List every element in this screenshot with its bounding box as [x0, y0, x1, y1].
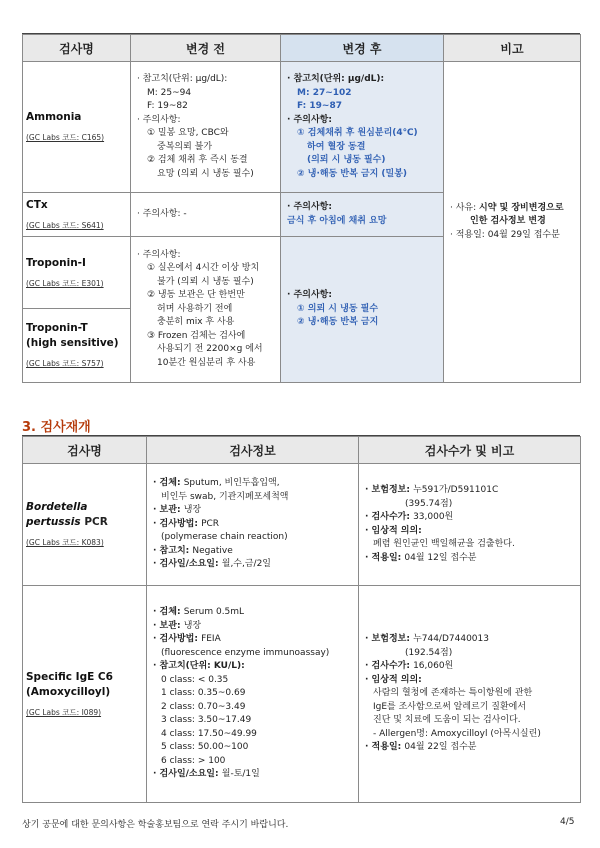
before-line: 10분간 원심분리 후 사용 [157, 357, 256, 368]
after-line: ① 검체채취 후 원심분리(4℃) [297, 128, 418, 138]
after-line: · 참고치(단위: μg/dL): [287, 74, 385, 84]
info-line: 2 class: 0.70~3.49 [161, 701, 246, 712]
after-line: (의뢰 시 냉동 필수) [307, 155, 386, 165]
after-line: 금식 후 아침에 채취 요망 [287, 215, 387, 226]
change-table [22, 34, 581, 383]
header-test-name: 검사명 [23, 437, 147, 464]
info-line: 진단 및 치료에 도움이 되는 검사이다. [373, 715, 521, 726]
test-name: Ammonia [26, 111, 82, 123]
before-cell [131, 193, 281, 237]
info-line: · 보험정보: 누744/D7440013 [365, 634, 489, 645]
test-name-cell [23, 193, 131, 237]
info-line: · 검사일/소요일: 월,수,금/2일 [153, 559, 272, 570]
table-row [23, 586, 581, 803]
header-after: 변경 후 [281, 35, 444, 62]
test-code: (GC Labs 코드: S641) [26, 220, 104, 230]
info-line: · 검사방법: FEIA [153, 634, 221, 645]
before-line: 충분히 mix 후 사용 [157, 317, 235, 328]
test-name-cell [23, 237, 131, 309]
info-line: 6 class: > 100 [161, 755, 226, 766]
reason-line-2: 인한 검사정보 변경 [470, 216, 546, 227]
fee-cell [359, 586, 581, 803]
test-name-cell [23, 586, 147, 803]
test-code: (GC Labs 코드: I089) [26, 707, 102, 717]
before-line: · 주의사항: [137, 114, 181, 125]
test-name-sub: (Amoxycilloyl) [26, 685, 111, 698]
info-line: · 보험정보: 누591가/D591101C [365, 485, 499, 495]
after-line: F: 19~87 [297, 101, 342, 111]
test-name: Troponin-T [26, 322, 88, 334]
info-line: · 검사수가: 33,000원 [365, 512, 454, 522]
test-code: (GC Labs 코드: K083) [26, 538, 104, 547]
header-note: 비고 [444, 35, 581, 62]
info-line: · 참고치: Negative [153, 545, 233, 556]
info-line: (192.54점) [405, 647, 453, 658]
test-name-cell [23, 62, 131, 193]
test-name: Bordetella [26, 501, 88, 513]
info-line: 0 class: < 0.35 [161, 674, 229, 685]
after-line: · 주의사항: [287, 114, 332, 125]
resume-table [22, 436, 581, 803]
info-line: · 검사방법: PCR [153, 518, 220, 529]
before-cell [131, 62, 281, 193]
info-line: · 검체: Sputum, 비인두흡입액, [153, 478, 280, 489]
info-line: · 검체: Serum 0.5mL [153, 607, 245, 618]
before-line: 사용되기 전 2200×g 에서 [157, 344, 263, 355]
section-title: 3. 검사재개 [22, 420, 91, 435]
info-line: 3 class: 3.50~17.49 [161, 715, 252, 726]
info-line: 사람의 혈청에 존재하는 특이항원에 관한 [373, 688, 533, 699]
info-line: · 검사일/소요일: 월-토/1일 [153, 769, 260, 780]
note-cell [444, 62, 581, 383]
before-line: · 주의사항: [137, 249, 181, 260]
before-line: 허며 사용하기 전에 [157, 303, 233, 314]
test-name: Troponin-I [26, 256, 86, 269]
before-line: ② 냉동 보관은 단 한번만 [147, 290, 245, 301]
test-name-cell [23, 464, 147, 586]
info-line: 비인두 swab, 기관지폐포세척액 [161, 491, 289, 502]
after-cell [281, 62, 444, 193]
info-line: · 보관: 냉장 [153, 505, 202, 516]
after-line: ② 냉·해동 반복 금지 [297, 317, 379, 328]
info-line: (polymerase chain reaction) [161, 532, 288, 543]
info-line: - Allergen명: Amoxycilloyl (아목시실린) [373, 728, 541, 739]
before-line: ① 밀봉 요망, CBC와 [147, 128, 229, 138]
before-line: ③ Frozen 검체는 검사에 [147, 330, 246, 341]
header-before: 변경 전 [131, 35, 281, 62]
header-test-name: 검사명 [23, 35, 131, 62]
after-cell [281, 237, 444, 383]
info-line: · 임상적 의의: [365, 674, 422, 685]
info-line: · 임상적 의의: [365, 525, 422, 536]
footer-rule [22, 802, 580, 803]
before-cell [131, 237, 281, 383]
test-code: (GC Labs 코드: E301) [26, 278, 104, 288]
info-line: 1 class: 0.35~0.69 [161, 688, 246, 699]
after-line: · 주의사항: [287, 290, 332, 301]
reason-line: · 사유: 시약 및 장비변경으로 [450, 202, 564, 213]
info-line: · 적용일: 04월 12일 접수분 [365, 552, 477, 563]
before-line: 요망 (의뢰 시 냉동 필수) [157, 168, 254, 179]
info-line: (395.74점) [405, 498, 453, 509]
page-number: 4/5 [560, 817, 575, 827]
header-fee-note: 검사수가 및 비고 [359, 437, 581, 464]
before-line: ① 실온에서 4시간 이상 방치 [147, 263, 260, 274]
before-line: F: 19~82 [147, 101, 188, 111]
before-line: 불가 (의뢰 시 냉동 필수) [157, 276, 254, 287]
header-test-info: 검사정보 [147, 437, 359, 464]
info-line: · 검사수가: 16,060원 [365, 661, 454, 672]
after-line: ① 의뢰 시 냉동 필수 [297, 303, 379, 314]
info-line: 5 class: 50.00~100 [161, 742, 249, 753]
info-line: IgE를 조사함으로써 알레르기 질환에서 [373, 701, 527, 712]
after-line: ② 냉·해동 반복 금지 (밀봉) [297, 168, 408, 179]
info-line: · 적용일: 04월 22일 접수분 [365, 742, 477, 753]
after-line: · 주의사항: [287, 202, 332, 212]
test-name: Specific IgE C6 [26, 670, 113, 683]
info-line: (fluorescence enzyme immunoassay) [161, 647, 330, 658]
footer-text: 상기 공문에 대한 문의사항은 학술홍보팀으로 연락 주시기 바랍니다. [22, 820, 289, 830]
info-cell [147, 464, 359, 586]
info-cell [147, 586, 359, 803]
info-line: · 보관: 냉장 [153, 620, 202, 631]
table-row [23, 62, 581, 193]
test-code: (GC Labs 코드: S757) [26, 359, 104, 368]
test-name-line-2: pertussis PCR [26, 516, 108, 528]
test-name-cell [23, 309, 131, 383]
fee-cell [359, 464, 581, 586]
after-line: M: 27~102 [297, 87, 352, 98]
test-code: (GC Labs 코드: C165) [26, 133, 105, 142]
apply-date: · 적용일: 04월 29일 접수분 [450, 229, 560, 240]
after-cell [281, 193, 444, 237]
info-line: 4 class: 17.50~49.99 [161, 728, 257, 739]
after-line: 하여 혈장 동결 [307, 141, 366, 152]
before-line: · 참고치(단위: μg/dL): [137, 74, 228, 84]
test-name: CTx [26, 198, 48, 211]
before-line: M: 25~94 [147, 87, 192, 98]
before-line: ② 검체 채취 후 즉시 동결 [147, 155, 248, 165]
table-row [23, 464, 581, 586]
info-line: 폐렴 원인균인 백일해균을 검출한다. [373, 539, 515, 549]
info-line: · 참고치(단위: KU/L): [153, 661, 245, 672]
before-line: 중복의뢰 불가 [157, 141, 213, 152]
test-name-sub: (high sensitive) [26, 337, 119, 349]
before-line: · 주의사항: - [137, 208, 187, 219]
